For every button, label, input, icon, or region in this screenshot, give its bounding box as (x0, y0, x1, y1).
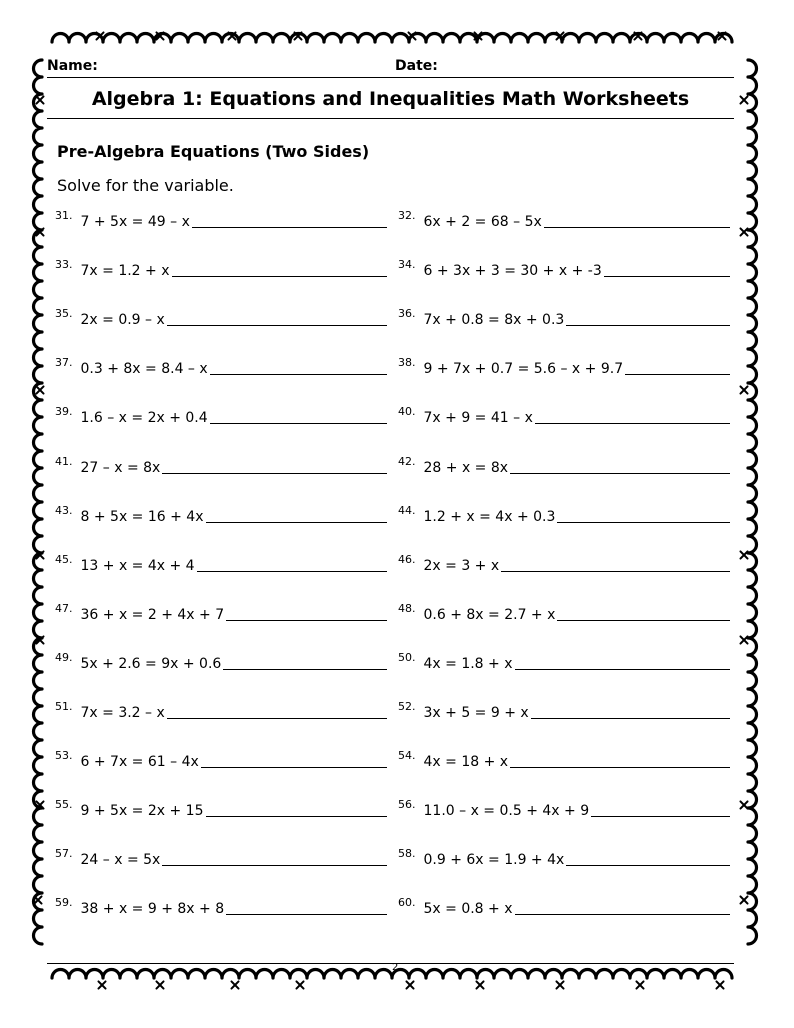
problem-54 (398, 746, 730, 770)
answer-line[interactable] (515, 914, 730, 915)
problem-number: 51. (55, 700, 73, 713)
equation: 9 + 7x + 0.7 = 5.6 – x + 9.7 (423, 361, 624, 378)
answer-line[interactable] (557, 620, 730, 621)
equation: 0.3 + 8x = 8.4 – x (80, 361, 208, 378)
problem-number: 37. (55, 356, 73, 370)
problem-40 (398, 402, 730, 426)
problem-53 (55, 746, 387, 770)
equation: 28 + x = 8x (423, 459, 509, 476)
problem-number: 40. (398, 405, 416, 419)
answer-line[interactable] (223, 669, 387, 670)
name-label: Name: (47, 58, 98, 74)
answer-line[interactable] (210, 374, 387, 375)
answer-line[interactable] (167, 718, 387, 719)
answer-line[interactable] (201, 767, 387, 768)
problem-number: 49. (55, 650, 73, 664)
problem-number: 31. (55, 209, 73, 222)
problem-57 (55, 844, 387, 868)
equation: 36 + x = 2 + 4x + 7 (80, 606, 225, 623)
answer-line[interactable] (510, 767, 730, 768)
answer-line[interactable] (172, 276, 387, 277)
problem-number: 39. (55, 405, 73, 419)
problem-41 (55, 452, 387, 476)
equation: 13 + x = 4x + 4 (80, 557, 195, 574)
name-date-row (47, 58, 734, 78)
problem-55 (55, 795, 387, 819)
equation: 5x + 2.6 = 9x + 0.6 (80, 655, 222, 672)
problem-47 (55, 599, 387, 623)
instructions: Solve for the variable. (57, 176, 234, 195)
answer-line[interactable] (501, 571, 730, 572)
problem-number: 42. (398, 454, 416, 468)
section-heading: Pre-Algebra Equations (Two Sides) (57, 142, 370, 161)
equation: 7 + 5x = 49 – x (80, 214, 190, 230)
problem-number: 41. (55, 454, 73, 468)
footer-divider (47, 963, 734, 964)
problem-number: 53. (55, 749, 73, 763)
answer-line[interactable] (206, 522, 388, 523)
answer-line[interactable] (566, 865, 730, 866)
problem-51 (55, 697, 387, 721)
equation: 8 + 5x = 16 + 4x (80, 508, 204, 525)
answer-line[interactable] (531, 718, 730, 719)
problem-number: 33. (55, 258, 73, 272)
problem-35 (55, 304, 387, 328)
title-divider (47, 118, 734, 119)
equation: 1.2 + x = 4x + 0.3 (423, 508, 556, 525)
problem-34 (398, 255, 730, 279)
problem-58 (398, 844, 730, 868)
problem-32 (398, 206, 730, 230)
problem-42 (398, 452, 730, 476)
problem-46 (398, 550, 730, 574)
problem-number: 32. (398, 209, 416, 222)
equation: 7x + 9 = 41 – x (423, 410, 533, 427)
problem-33 (55, 255, 387, 279)
header-divider (47, 77, 734, 78)
problem-43 (55, 501, 387, 525)
problem-49 (55, 648, 387, 672)
answer-line[interactable] (591, 816, 730, 817)
problem-number: 60. (398, 896, 416, 910)
answer-line[interactable] (197, 571, 387, 572)
problem-number: 38. (398, 356, 416, 370)
equation: 1.6 – x = 2x + 0.4 (80, 410, 208, 427)
problem-52 (398, 697, 730, 721)
equation: 6x + 2 = 68 – 5x (423, 214, 542, 230)
answer-line[interactable] (535, 423, 730, 424)
answer-line[interactable] (162, 865, 387, 866)
answer-line[interactable] (604, 276, 730, 277)
problem-number: 47. (55, 601, 73, 615)
answer-line[interactable] (566, 325, 730, 326)
problem-number: 44. (398, 503, 416, 517)
problem-36 (398, 304, 730, 328)
problem-60 (398, 893, 730, 917)
problem-number: 59. (55, 896, 73, 910)
page-number: 2 (392, 962, 399, 973)
answer-line[interactable] (162, 473, 387, 474)
answer-line[interactable] (515, 669, 730, 670)
problem-number: 56. (398, 798, 416, 812)
answer-line[interactable] (557, 522, 730, 523)
problem-number: 34. (398, 258, 416, 272)
equation: 7x = 3.2 – x (80, 705, 165, 721)
problem-number: 43. (55, 503, 73, 517)
problem-number: 35. (55, 307, 73, 321)
answer-line[interactable] (226, 914, 387, 915)
problem-38 (398, 353, 730, 377)
equation: 38 + x = 9 + 8x + 8 (80, 901, 225, 918)
answer-line[interactable] (510, 473, 730, 474)
equation: 3x + 5 = 9 + x (423, 705, 529, 721)
equation: 7x = 1.2 + x (80, 263, 170, 280)
answer-line[interactable] (625, 374, 730, 375)
problem-number: 57. (55, 847, 73, 861)
answer-line[interactable] (167, 325, 387, 326)
equation: 11.0 – x = 0.5 + 4x + 9 (423, 803, 590, 820)
problem-number: 46. (398, 552, 416, 566)
equation: 4x = 18 + x (423, 754, 509, 771)
answer-line[interactable] (210, 423, 387, 424)
problem-44 (398, 501, 730, 525)
problem-31 (55, 206, 387, 230)
problem-number: 55. (55, 798, 73, 812)
problem-number: 48. (398, 601, 416, 615)
problem-number: 52. (398, 700, 416, 713)
problem-50 (398, 648, 730, 672)
answer-line[interactable] (206, 816, 388, 817)
problem-number: 54. (398, 749, 416, 763)
problem-45 (55, 550, 387, 574)
equation: 4x = 1.8 + x (423, 655, 513, 672)
problem-number: 45. (55, 552, 73, 566)
equation: 0.9 + 6x = 1.9 + 4x (423, 852, 565, 869)
equation: 27 – x = 8x (80, 459, 161, 476)
problem-number: 58. (398, 847, 416, 861)
answer-line[interactable] (226, 620, 387, 621)
equation: 6 + 7x = 61 – 4x (80, 754, 199, 771)
answer-line[interactable] (192, 227, 387, 228)
equation: 6 + 3x + 3 = 30 + x + -3 (423, 263, 602, 280)
answer-line[interactable] (544, 227, 730, 228)
equation: 2x = 0.9 – x (80, 312, 165, 329)
date-label: Date: (395, 58, 438, 74)
problem-number: 36. (398, 307, 416, 321)
problem-37 (55, 353, 387, 377)
equation: 9 + 5x = 2x + 15 (80, 803, 204, 820)
equation: 24 – x = 5x (80, 852, 161, 869)
equation: 7x + 0.8 = 8x + 0.3 (423, 312, 565, 329)
problem-number: 50. (398, 650, 416, 664)
problem-59 (55, 893, 387, 917)
problem-56 (398, 795, 730, 819)
worksheet-title: Algebra 1: Equations and Inequalities Math Worksheets (91, 88, 690, 110)
equation: 5x = 0.8 + x (423, 901, 513, 918)
equation: 0.6 + 8x = 2.7 + x (423, 606, 556, 623)
problem-48 (398, 599, 730, 623)
problem-39 (55, 402, 387, 426)
equation: 2x = 3 + x (423, 557, 500, 574)
